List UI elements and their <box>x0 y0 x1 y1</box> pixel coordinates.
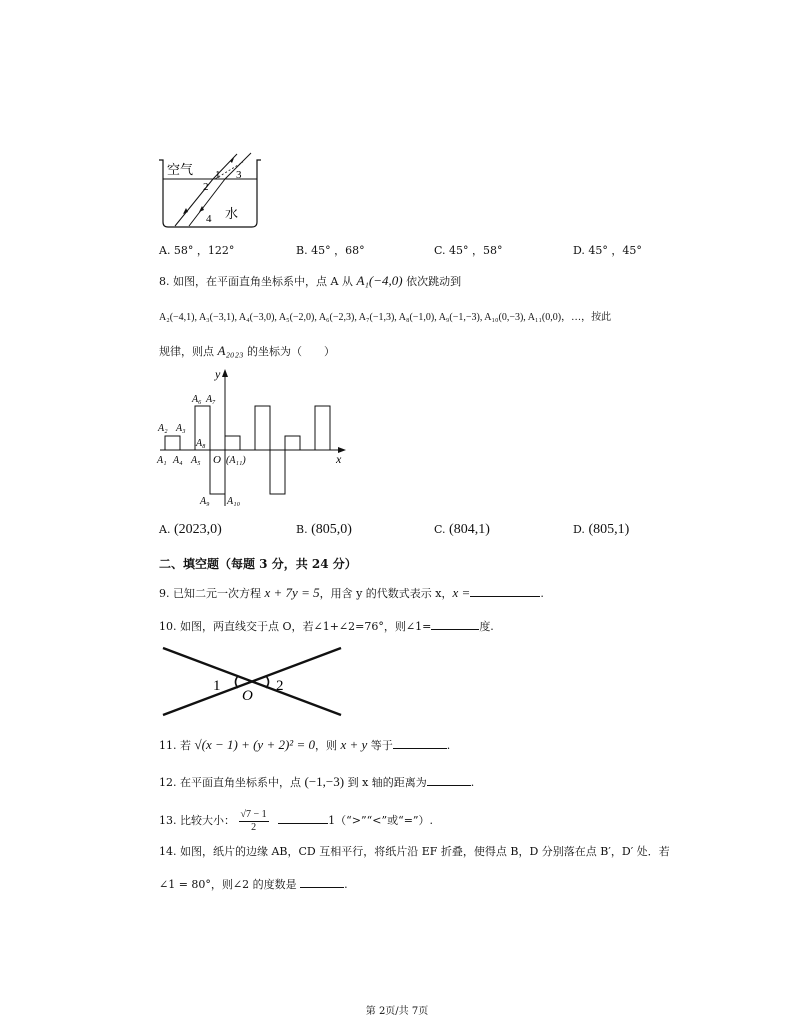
q11-pre: 11. 若 <box>159 739 195 752</box>
angle-2-label: 2 <box>203 181 209 193</box>
q13-fraction <box>239 809 269 834</box>
q8-line1-pre: 8. 如图，在平面直角坐标系中，点 A 从 <box>159 275 357 288</box>
angle-1-label: 1 <box>213 678 221 694</box>
label-a7: A₇ <box>206 394 216 405</box>
q12-answer-blank[interactable] <box>427 775 471 786</box>
air-label: 空气 <box>167 162 194 177</box>
q13-denominator: 2 <box>251 821 257 833</box>
section-heading: 二、填空题（每题 3 分，共 24 分） <box>159 557 357 571</box>
q14-line2 <box>159 877 348 892</box>
x-axis-label: x <box>336 452 342 466</box>
q10-post: 度. <box>479 620 494 633</box>
q12-point: (−1,−3) <box>304 774 345 789</box>
q8-option-d-value: (805,1) <box>588 522 630 537</box>
label-origin: O <box>213 454 221 466</box>
q8-option-d[interactable] <box>573 522 629 538</box>
water-label: 水 <box>225 206 239 221</box>
q8-option-a[interactable] <box>159 522 222 538</box>
label-a6: A₆ <box>192 394 202 405</box>
q9-answer-blank[interactable] <box>470 586 540 597</box>
q8-line3-point: A₂₀₂₃ <box>217 343 244 358</box>
label-a2: A₂ <box>158 423 168 434</box>
angle-4-label: 4 <box>206 213 212 225</box>
intersecting-lines-figure <box>160 644 350 720</box>
q8-line3 <box>159 344 335 359</box>
q8-line3-pre: 规律，则点 <box>159 345 218 358</box>
q13-pre: 13. 比较大小： <box>159 814 235 827</box>
q13-line <box>159 808 433 834</box>
q14-line2-post: . <box>344 878 348 891</box>
q11-answer-blank[interactable] <box>393 738 447 749</box>
q8-option-b[interactable] <box>296 522 352 538</box>
q8-line1-point: A₁(−4,0) <box>356 273 403 288</box>
q7-option-d[interactable]: D. 45° ，45° <box>573 244 642 257</box>
q8-option-d-letter: D. <box>573 523 585 536</box>
q9-mid: ，用含 y 的代数式表示 x， <box>319 587 453 600</box>
q11-expression: √(x − 1) + (y + 2)² = 0 <box>194 737 315 752</box>
q9-line <box>159 586 544 601</box>
q8-option-a-value: (2023,0) <box>173 522 222 537</box>
refraction-figure <box>155 150 265 230</box>
q12-pre: 12. 在平面直角坐标系中，点 <box>159 776 305 789</box>
angle-1-label: 1 <box>215 169 221 181</box>
q7-option-a[interactable]: A. 58° ，122° <box>159 244 235 257</box>
q8-line1 <box>159 274 461 289</box>
q13-numerator: √7 − 1 <box>240 808 267 820</box>
q9-lhs: x = <box>452 585 471 600</box>
point-o-label: O <box>242 688 253 704</box>
q8-option-a-letter: A. <box>159 523 171 536</box>
label-a4: A₄ <box>173 455 183 466</box>
q13-post: 1（“>”“<”或“=”）. <box>328 814 434 827</box>
q7-option-b[interactable]: B. 45° ，68° <box>296 244 365 257</box>
label-a3: A₃ <box>176 423 186 434</box>
label-a1: A₁ <box>157 455 167 466</box>
q8-option-b-letter: B. <box>296 523 308 536</box>
label-a9: A₉ <box>200 496 210 507</box>
q8-line2: A₂(−4,1), A₃(−3,1), A₄(−3,0), A₅(−2,0), A₆(−2,3), A₇(−1,3), A₈(−1,0), A₉(−1,−3), A₁₀(0,−3), A₁₁(0,0)，…，按此 <box>159 312 612 323</box>
q8-line3-post: 的坐标为（ ） <box>243 345 336 358</box>
q10-pre: 10. 如图，两直线交于点 O，若∠1+∠2=76°，则∠1= <box>159 620 432 633</box>
q12-post: . <box>470 776 475 789</box>
q10-line <box>159 619 494 634</box>
angle-2-label: 2 <box>276 678 284 694</box>
q8-option-c[interactable] <box>434 522 490 538</box>
q9-equation: x + 7y = 5 <box>264 585 320 600</box>
q11-mid: ，则 <box>314 739 341 752</box>
q9-pre: 9. 已知二元一次方程 <box>159 587 265 600</box>
q11-xy: x + y <box>340 737 368 752</box>
page-footer: 第 2页/共 7页 <box>365 1006 429 1017</box>
label-a10: A₁₀ <box>227 496 241 507</box>
q7-option-c[interactable]: C. 45° ，58° <box>434 244 503 257</box>
q12-mid: 到 x 轴的距离为 <box>344 776 427 789</box>
q14-line2-pre: ∠1 = 80°，则∠2 的度数是 <box>159 878 301 891</box>
coordinate-jump-figure <box>152 366 352 512</box>
q10-answer-blank[interactable] <box>431 619 479 630</box>
q11-post: . <box>446 739 451 752</box>
q14-line1: 14. 如图，纸片的边缘 AB，CD 互相平行，将纸片沿 EF 折叠，使得点 B，D 分别落在点 B′，D′ 处．若 <box>159 845 670 858</box>
y-axis-label: y <box>215 367 221 381</box>
angle-3-label: 3 <box>236 169 242 181</box>
label-a11: (A₁₁) <box>226 455 246 466</box>
label-a8: A₈ <box>196 438 206 449</box>
label-a5: A₅ <box>191 455 201 466</box>
q8-option-c-value: (804,1) <box>449 522 490 537</box>
q12-line <box>159 775 474 790</box>
q14-answer-blank[interactable] <box>300 877 344 888</box>
q11-post-word: 等于 <box>367 739 393 752</box>
q8-line1-post: 依次跳动到 <box>402 275 462 288</box>
q8-option-c-letter: C. <box>434 523 446 536</box>
q11-line <box>159 738 450 753</box>
q13-answer-blank[interactable] <box>278 813 328 824</box>
q8-option-b-value: (805,0) <box>311 522 352 537</box>
q9-post: . <box>540 587 544 600</box>
